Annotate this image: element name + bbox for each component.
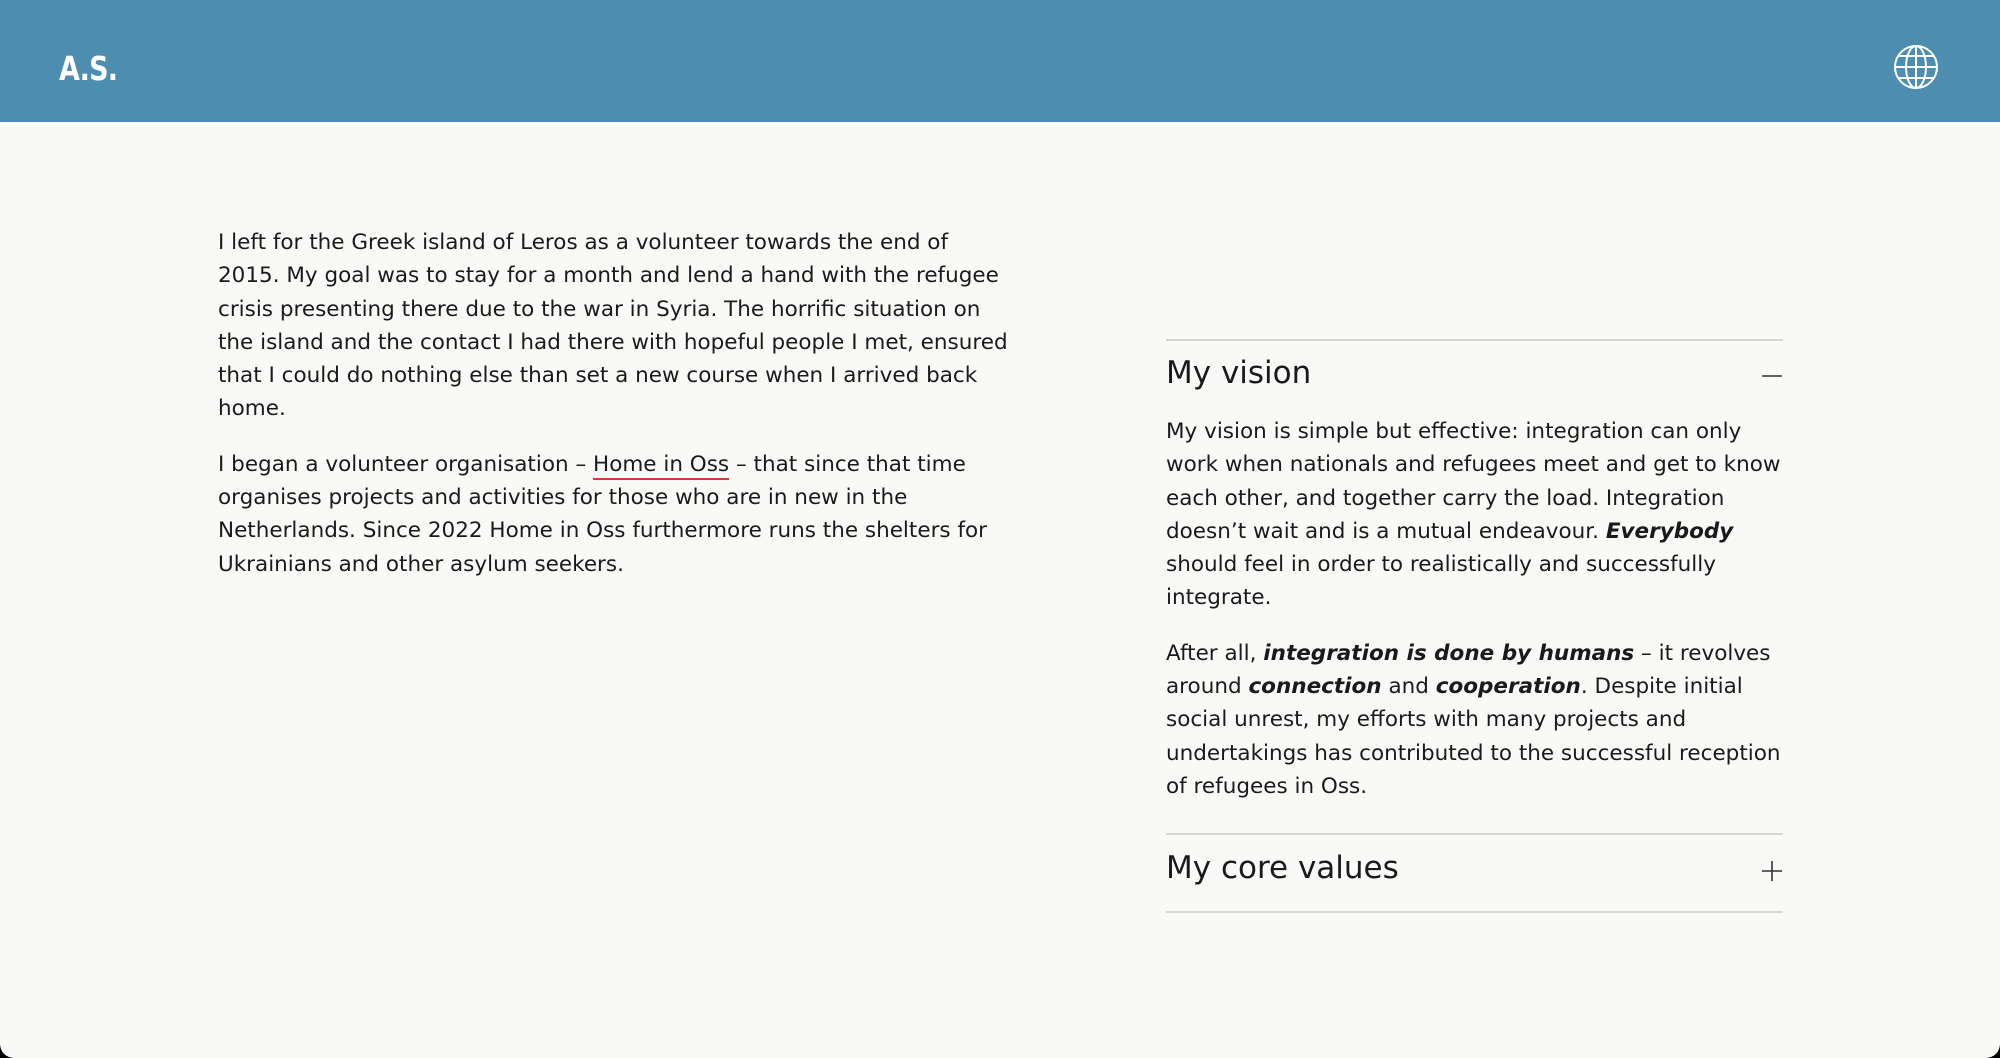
vision-p1-emphasis: Everybody: [1605, 518, 1734, 544]
home-in-oss-link[interactable]: Home in Oss: [593, 452, 729, 480]
accordion: [1166, 339, 1783, 913]
accordion-panel-vision: [1166, 415, 1783, 833]
accordion-divider: [1166, 911, 1783, 913]
minus-icon: [1761, 364, 1783, 392]
vision-p2-emphasis-1: integration is done by humans: [1263, 640, 1635, 666]
vision-paragraph-1: [1166, 415, 1783, 615]
vision-p1-rest: should feel in order to realistically and successfully integrate.: [1166, 552, 1716, 611]
vision-p2-emphasis-3: cooperation: [1435, 674, 1581, 700]
intro-p2-after: – that since that time organises projects and activities for those who are in new in the Netherlands. Since 2022 Home in Oss furthermore runs the shelters for Ukrainians and other asylum seekers.: [218, 451, 988, 577]
accordion-toggle-core-values[interactable]: [1166, 835, 1783, 911]
globe-icon[interactable]: [1892, 43, 1940, 91]
vision-p1-text: My vision is simple but effective: integration can only work when nationals and refugees meet and get to know each other, and together carry the load. Integration doesn’t wait and is a mutual endeavour.: [1166, 419, 1781, 544]
vision-p2-b: – it revolves around: [1166, 640, 1771, 700]
accordion-title-core-values: My core values: [1166, 850, 1399, 887]
vision-paragraph-2: [1166, 637, 1783, 803]
intro-text: [218, 226, 1008, 603]
vision-p2-emphasis-2: connection: [1248, 674, 1382, 700]
intro-paragraph-2: [218, 448, 1008, 581]
intro-paragraph-1: I left for the Greek island of Leros as a volunteer towards the end of 2015. My goal was to stay for a month and lend a hand with the refugee crisis presenting there due to the war in Syria. The horrific situation on the island and the contact I had there with hopeful people I met, ensured that I could do nothing else than set a new course when I arrived back home.: [218, 230, 1008, 422]
plus-icon: [1761, 859, 1783, 887]
site-logo[interactable]: A.S.: [59, 49, 118, 88]
vision-p2-c: and: [1381, 674, 1436, 700]
intro-p2-before: I began a volunteer organisation –: [218, 451, 594, 477]
site-header: [0, 0, 2000, 122]
vision-p2-d: . Despite initial social unrest, my efforts with many projects and undertakings has contributed to the successful reception of refugees in Oss.: [1166, 674, 1781, 799]
vision-p2-a: After all,: [1166, 640, 1264, 666]
accordion-title-vision: My vision: [1166, 355, 1312, 391]
accordion-toggle-vision[interactable]: [1166, 341, 1783, 415]
